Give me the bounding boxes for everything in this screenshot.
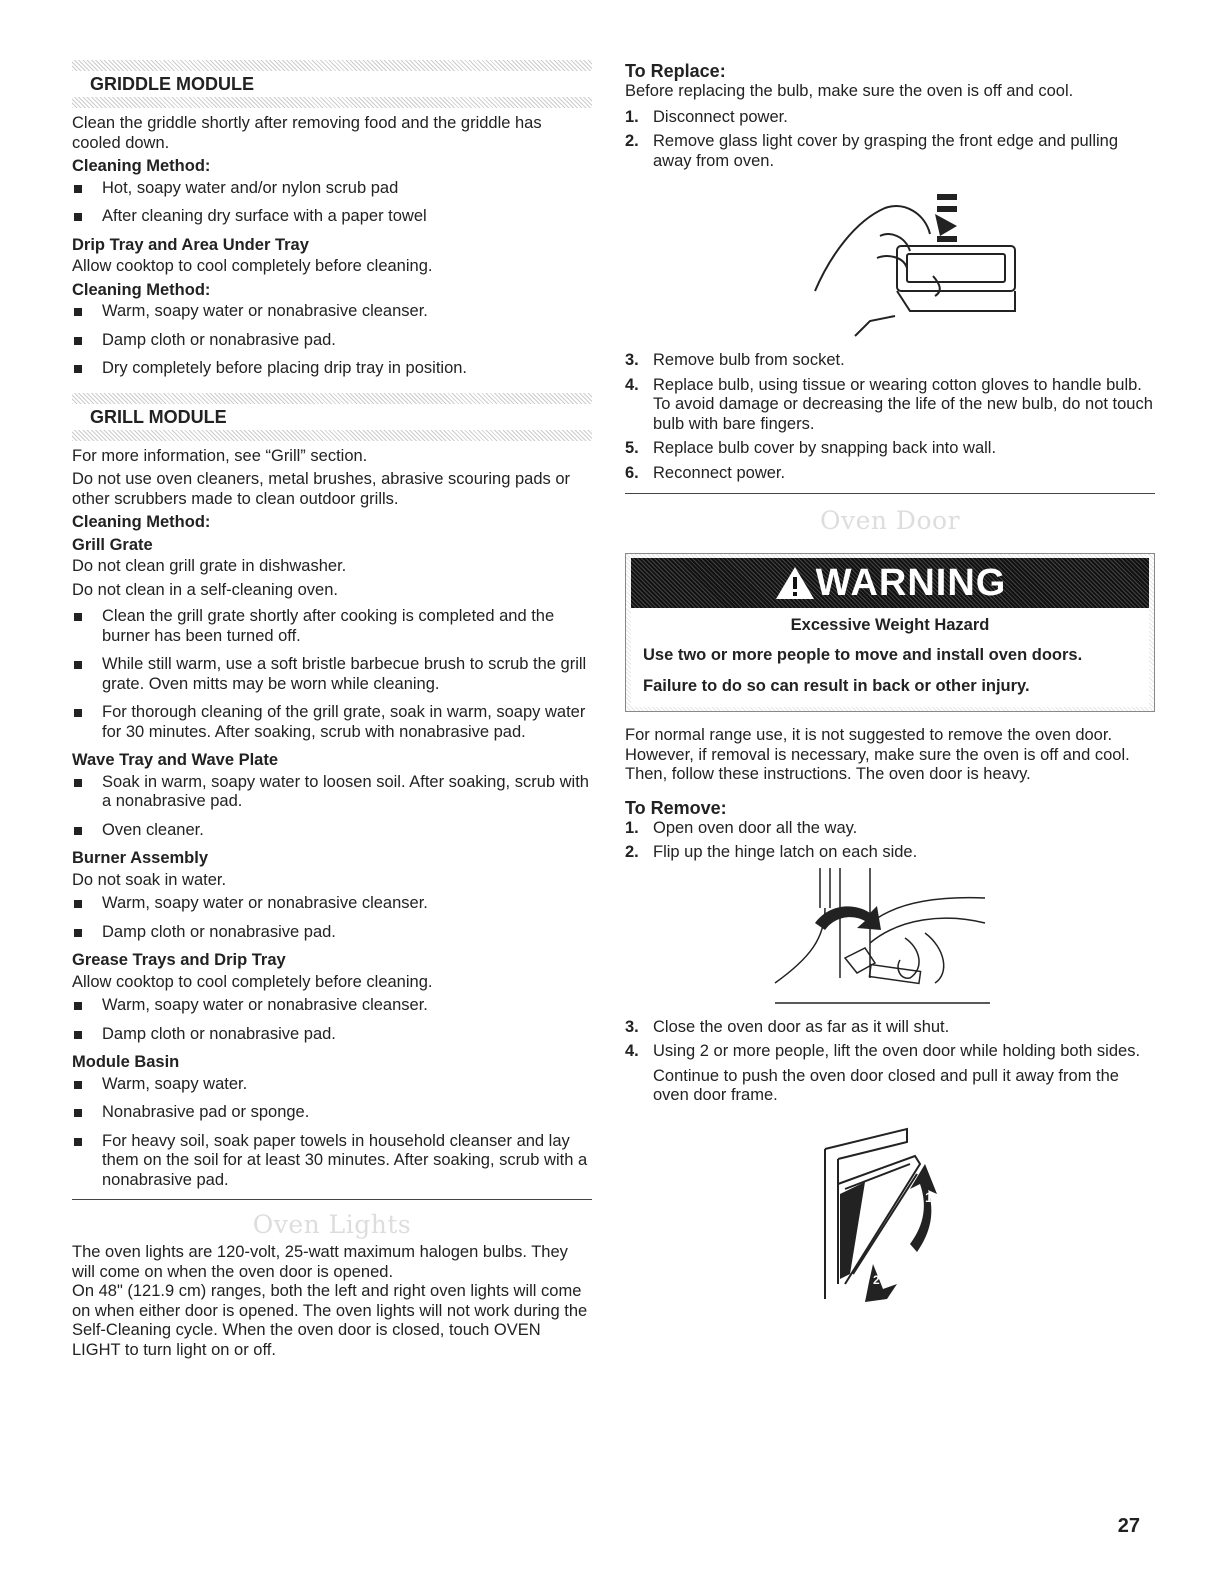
- to-replace-heading: To Replace:: [625, 61, 726, 81]
- list-item: Warm, soapy water.: [72, 1075, 592, 1095]
- bullet-square-icon: [74, 1081, 82, 1089]
- list-item: While still warm, use a soft bristle barbecue brush to scrub the grill grate. Oven mitts may be worn while cleaning.: [72, 655, 592, 694]
- warning-label: WARNING: [815, 561, 1007, 604]
- module-basin-heading: Module Basin: [72, 1053, 180, 1071]
- hinge-latch-illustration: [625, 868, 1155, 1018]
- page-number: 27: [1117, 1515, 1140, 1537]
- drip-tray-heading: Drip Tray and Area Under Tray: [72, 235, 309, 254]
- grill-p1: For more information, see “Grill” section.: [72, 446, 368, 465]
- to-remove-heading: To Remove:: [625, 797, 727, 818]
- bullet-square-icon: [74, 185, 82, 193]
- grill-module-title: GRILL MODULE: [90, 406, 227, 427]
- hand-bulb-cover-drawing: [625, 176, 1155, 351]
- arrow-icon: [935, 214, 957, 236]
- grease-text: Allow cooktop to cool completely before cleaning.: [72, 972, 433, 991]
- list-item: 4. Replace bulb, using tissue or wearing cotton gloves to handle bulb. To avoid damage or decreasing the life of the new bulb, do not touch bulb with bare fingers.: [625, 375, 1153, 433]
- list-item: Soak in warm, soapy water to loosen soil. After soaking, scrub with a nonabrasive pad.: [72, 773, 592, 812]
- bullet-square-icon: [74, 661, 82, 669]
- list-item: After cleaning dry surface with a paper towel: [72, 207, 592, 227]
- right-column: [625, 60, 1155, 1314]
- hatch-divider: [72, 60, 592, 71]
- grease-trays-heading: Grease Trays and Drip Tray: [72, 951, 286, 969]
- list-item: Dry completely before placing drip tray in position.: [72, 359, 592, 379]
- warning-hazard: Excessive Weight Hazard: [790, 616, 990, 634]
- bullet-square-icon: [74, 900, 82, 908]
- list-item: 6. Reconnect power.: [625, 463, 786, 482]
- list-item: 4. Using 2 or more people, lift the oven door while holding both sides.: [625, 1042, 1141, 1060]
- warning-triangle-icon: [774, 565, 816, 601]
- bullet-square-icon: [74, 308, 82, 316]
- left-column: [72, 60, 592, 1360]
- replace-intro: Before replacing the bulb, make sure the oven is off and cool.: [625, 82, 1074, 100]
- list-item: Nonabrasive pad or sponge.: [72, 1103, 592, 1123]
- grill-grate-p1: Do not clean grill grate in dishwasher.: [72, 557, 347, 575]
- bullet-square-icon: [74, 213, 82, 221]
- hinge-latch-drawing: [625, 868, 1155, 1018]
- bullet-square-icon: [74, 929, 82, 937]
- warning-box: [625, 553, 1155, 712]
- griddle-module-title: GRIDDLE MODULE: [90, 74, 254, 94]
- list-item: Clean the grill grate shortly after cooking is completed and the burner has been turned off.: [72, 607, 592, 646]
- warning-line-1: Use two or more people to move and install oven doors.: [643, 646, 1083, 664]
- cleaning-method-label: Cleaning Method:: [72, 157, 211, 175]
- grill-p2: Do not use oven cleaners, metal brushes, abrasive scouring pads or other scrubbers made to clean outdoor grills.: [72, 470, 571, 508]
- list-item: Warm, soapy water or nonabrasive cleanser.: [72, 302, 592, 322]
- bullet-square-icon: [74, 613, 82, 621]
- list-item: 1. Open oven door all the way.: [625, 818, 858, 837]
- bullet-square-icon: [74, 709, 82, 717]
- grill-grate-heading: Grill Grate: [72, 535, 153, 554]
- list-item: 5. Replace bulb cover by snapping back into wall.: [625, 439, 997, 457]
- list-item: Warm, soapy water or nonabrasive cleanser.: [72, 894, 592, 914]
- section-divider: [625, 493, 1155, 494]
- bullet-square-icon: [74, 337, 82, 345]
- warning-body: [631, 608, 1149, 707]
- oven-lights-title: Oven Lights: [252, 1210, 412, 1239]
- list-item: Hot, soapy water and/or nylon scrub pad: [72, 179, 592, 199]
- burner-assembly-heading: Burner Assembly: [72, 849, 209, 867]
- list-item: 2. Flip up the hinge latch on each side.: [625, 843, 918, 861]
- grill-module-header: [72, 393, 592, 441]
- bullet-square-icon: [74, 1031, 82, 1039]
- list-item: 2. Remove glass light cover by grasping the front edge and pulling away from oven.: [625, 132, 1119, 170]
- list-item: 3. Remove bulb from socket.: [625, 351, 845, 369]
- list-item: For heavy soil, soak paper towels in household cleanser and lay them on the soil for at least 30 minutes. After soaking, scrub with a nonabrasive pad.: [72, 1132, 592, 1191]
- warning-header: [631, 558, 1149, 608]
- step-2-marker: 2: [873, 1272, 880, 1287]
- hatch-divider: [72, 393, 592, 404]
- hatch-divider: [72, 430, 592, 441]
- bullet-square-icon: [74, 1109, 82, 1117]
- cleaning-method-label: Cleaning Method:: [72, 513, 211, 531]
- wave-tray-heading: Wave Tray and Wave Plate: [72, 751, 279, 769]
- bullet-square-icon: [74, 1138, 82, 1146]
- griddle-module-header: [72, 60, 592, 108]
- list-item: Damp cloth or nonabrasive pad.: [72, 331, 592, 351]
- cleaning-method-label: Cleaning Method:: [72, 280, 211, 299]
- burner-text: Do not soak in water.: [72, 870, 227, 889]
- list-item: For thorough cleaning of the grill grate, soak in warm, soapy water for 30 minutes. After soaking, scrub with nonabrasive pad.: [72, 703, 592, 742]
- list-item: 1. Disconnect power.: [625, 107, 788, 126]
- oven-lights-p2: On 48" (121.9 cm) ranges, both the left and right oven lights will come on when either door is opened. The oven lights will not work during the Self-Cleaning cycle. When the oven door is closed, touch OVEN LIGHT to turn light on or off.: [72, 1282, 588, 1359]
- list-item: 3. Close the oven door as far as it will shut.: [625, 1017, 950, 1036]
- door-removal-illustration: [625, 1124, 1155, 1314]
- door-removal-drawing: [625, 1124, 1155, 1314]
- step-1-marker: 1: [925, 1188, 933, 1205]
- oven-door-intro: For normal range use, it is not suggested to remove the oven door. However, if removal is necessary, make sure the oven is off and cool. Then, follow these instructions. The oven door is heavy.: [625, 726, 1130, 783]
- drip-tray-text: Allow cooktop to cool completely before cleaning.: [72, 257, 433, 275]
- bullet-square-icon: [74, 827, 82, 835]
- bulb-cover-illustration: [625, 176, 1155, 351]
- bullet-square-icon: [74, 1002, 82, 1010]
- oven-door-title: Oven Door: [819, 506, 961, 535]
- griddle-intro: Clean the griddle shortly after removing food and the griddle has cooled down.: [72, 114, 542, 152]
- list-item: Warm, soapy water or nonabrasive cleanser.: [72, 996, 592, 1016]
- oven-lights-p1: The oven lights are 120-volt, 25-watt maximum halogen bulbs. They will come on when the oven door is opened.: [72, 1243, 568, 1281]
- bullet-square-icon: [74, 365, 82, 373]
- grill-grate-p2: Do not clean in a self-cleaning oven.: [72, 580, 338, 599]
- hatch-divider: [72, 97, 592, 108]
- bullet-square-icon: [74, 779, 82, 787]
- continue-text: Continue to push the oven door closed and pull it away from the oven door frame.: [653, 1066, 1119, 1104]
- warning-line-2: Failure to do so can result in back or other injury.: [643, 677, 1030, 695]
- section-divider: [72, 1199, 592, 1200]
- list-item: Oven cleaner.: [72, 821, 592, 841]
- list-item: Damp cloth or nonabrasive pad.: [72, 1025, 592, 1045]
- list-item: Damp cloth or nonabrasive pad.: [72, 923, 592, 943]
- arrow-icon: [865, 1264, 897, 1302]
